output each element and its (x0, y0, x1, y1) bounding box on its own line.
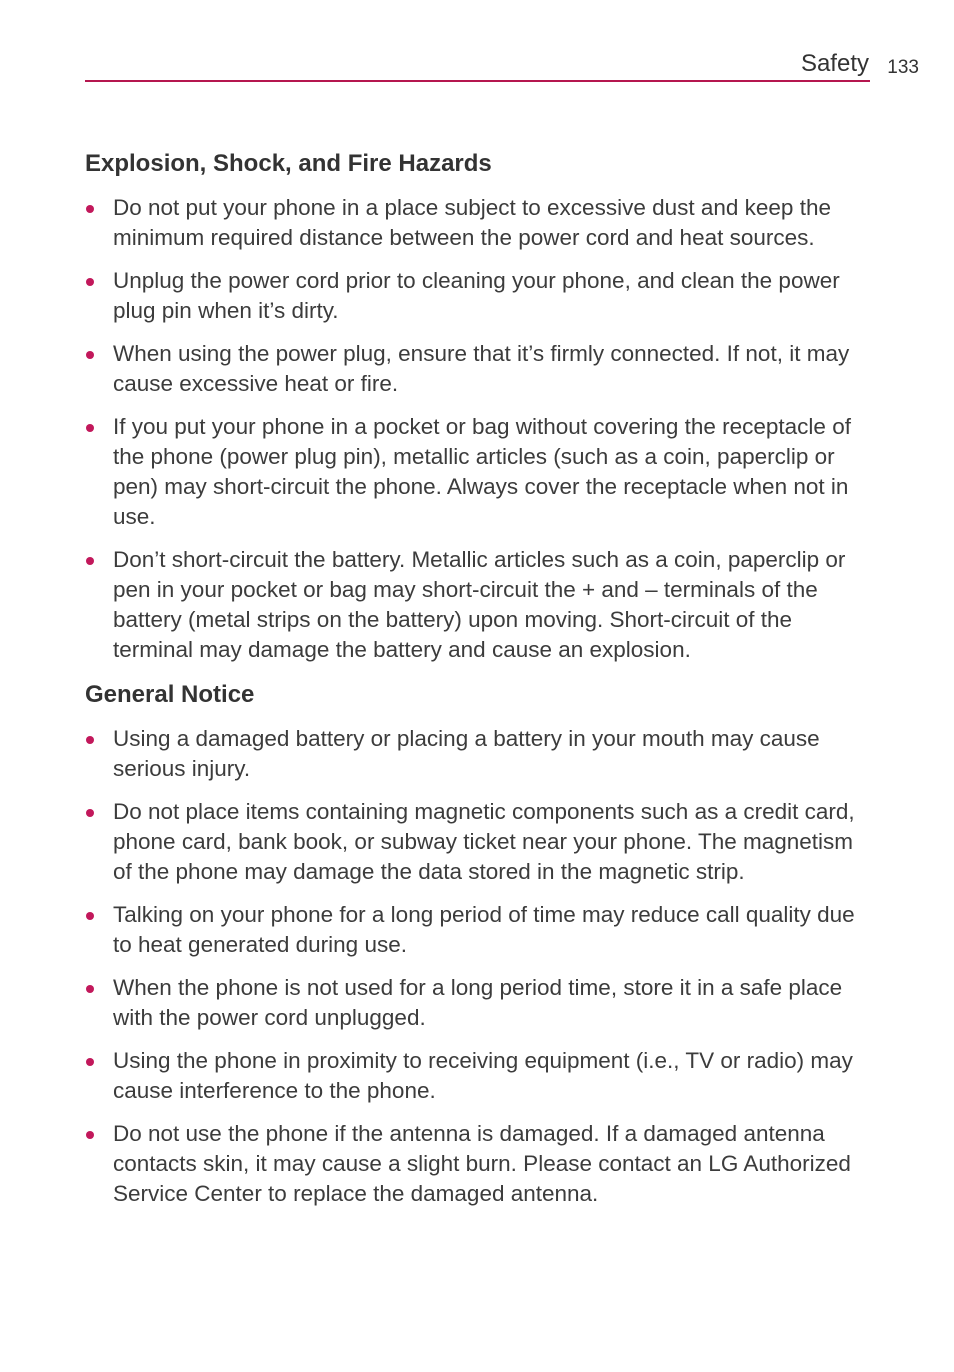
list-item-text: Do not put your phone in a place subject to excessive dust and keep the minimum required distance between the power cord and heat sources. (113, 195, 831, 250)
bullet-icon (86, 736, 94, 744)
bullet-icon (86, 557, 94, 565)
bullet-icon (86, 1131, 94, 1139)
list-item-text: If you put your phone in a pocket or bag without covering the receptacle of the phone (power plug pin), metallic articles (such as a coin, paperclip or pen) may short-circuit the phone. Always cover the receptacle when not in use. (113, 414, 851, 529)
bullet-icon (86, 351, 94, 359)
list-item-text: When using the power plug, ensure that it’s firmly connected. If not, it may cause excessive heat or fire. (113, 341, 850, 396)
list-item (85, 266, 875, 326)
list-item (85, 973, 875, 1033)
header-divider (85, 80, 870, 82)
list-item-text: Don’t short-circuit the battery. Metallic articles such as a coin, paperclip or pen in your pocket or bag may short-circuit the + and – terminals of the battery (metal strips on the battery) upon moving. Short-circuit of the terminal may damage the battery and cause an explosion. (113, 547, 846, 662)
bullet-icon (86, 205, 94, 213)
list-item-text: Do not use the phone if the antenna is damaged. If a damaged antenna contacts skin, it may cause a slight burn. Please contact an LG Authorized Service Center to replace the damaged antenna. (113, 1121, 851, 1206)
list-item-text: When the phone is not used for a long period time, store it in a safe place with the power cord unplugged. (113, 975, 843, 1030)
page-content (85, 147, 875, 1222)
list-item (85, 797, 875, 887)
list-item (85, 900, 875, 960)
list-item-text: Talking on your phone for a long period of time may reduce call quality due to heat generated during use. (113, 902, 855, 957)
list-item (85, 339, 875, 399)
bullet-icon (86, 809, 94, 817)
section-title-hazards: Explosion, Shock, and Fire Hazards (85, 150, 492, 177)
list-item-text: Using a damaged battery or placing a battery in your mouth may cause serious injury. (113, 726, 820, 781)
section-title-general-notice: General Notice (85, 681, 255, 708)
list-item (85, 1119, 875, 1209)
list-item-text: Unplug the power cord prior to cleaning your phone, and clean the power plug pin when it’s dirty. (113, 268, 840, 323)
bullet-icon (86, 1058, 94, 1066)
section-header-title: Safety (800, 50, 869, 77)
page-number: 133 (887, 57, 919, 78)
list-item-text: Do not place items containing magnetic components such as a credit card, phone card, bank book, or subway ticket near your phone. The magnetism of the phone may damage the data stored in the magnetic strip. (113, 799, 855, 884)
bullet-icon (86, 912, 94, 920)
list-item (85, 1046, 875, 1106)
bullet-icon (86, 985, 94, 993)
page-header (85, 48, 919, 88)
list-item (85, 193, 875, 253)
general-notice-list (85, 724, 875, 1209)
bullet-icon (86, 278, 94, 286)
list-item (85, 724, 875, 784)
list-item-text: Using the phone in proximity to receiving equipment (i.e., TV or radio) may cause interference to the phone. (113, 1048, 853, 1103)
bullet-icon (86, 424, 94, 432)
list-item (85, 545, 875, 665)
hazards-list (85, 193, 875, 665)
list-item (85, 412, 875, 532)
